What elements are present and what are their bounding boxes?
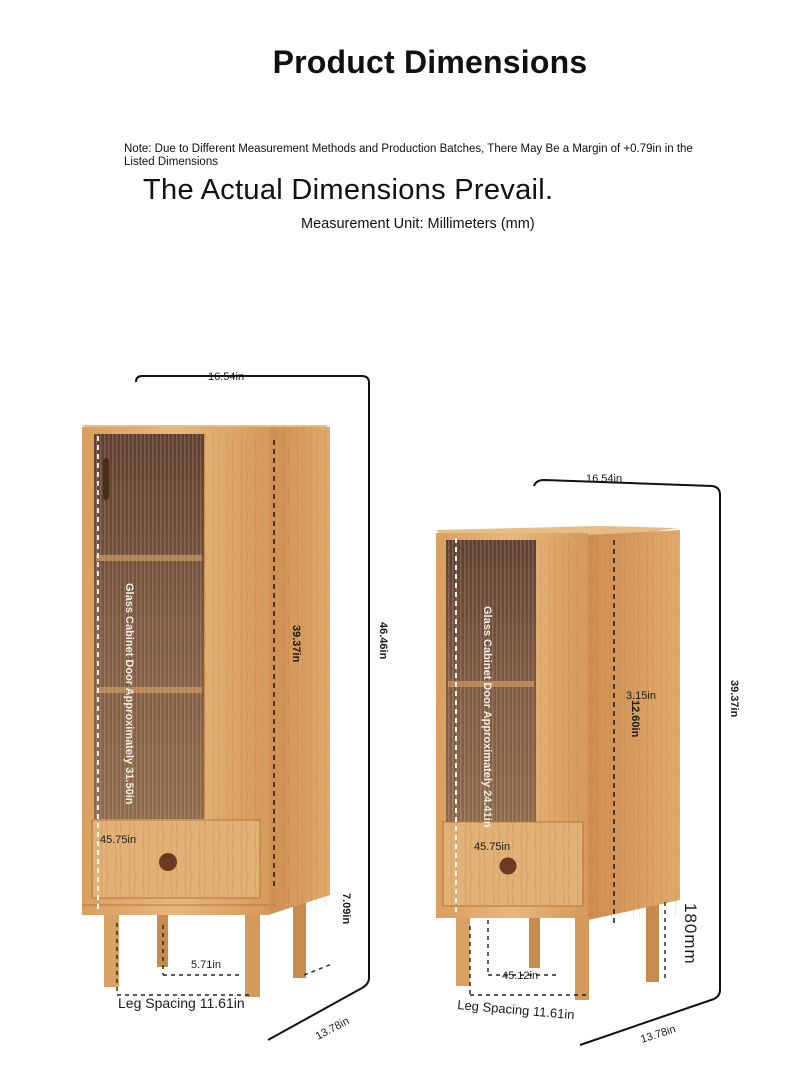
tall-cabinet-depth-label: 13.78in: [313, 1015, 352, 1043]
page-title: Product Dimensions: [272, 44, 588, 80]
short-cabinet-width-label: 16.54in: [586, 473, 623, 485]
tall-cabinet: [82, 425, 330, 997]
tall-cabinet-leg-front-right: [245, 905, 260, 997]
tall-cabinet-leg-height-label: 7.09in: [340, 893, 352, 925]
short-cabinet-leg-depth-label: 45.12in: [502, 970, 539, 982]
tall-cabinet-shelf: [96, 555, 202, 561]
short-cabinet-drawer-knob[interactable]: [500, 858, 517, 875]
short-cabinet-total-height-label: 39.37in: [728, 680, 740, 718]
actual-dimensions-heading: The Actual Dimensions Prevail.: [143, 174, 554, 206]
measurement-unit: Measurement Unit: Millimeters (mm): [301, 216, 535, 232]
tall-cabinet-door-handle[interactable]: [103, 458, 109, 500]
tall-cabinet-leg-spacing-label: Leg Spacing 11.61in: [118, 995, 245, 1011]
short-cabinet: [436, 526, 680, 1000]
tall-cabinet-width-label: 16.54in: [208, 371, 245, 383]
short-cabinet-depth-label: 13.78in: [639, 1023, 678, 1046]
measurement-note: Note: Due to Different Measurement Methods and Production Batches, There May Be a Margin of +0.79in in the Listed Dimensions: [124, 143, 693, 168]
tall-cabinet-total-height-label: 46.46in: [377, 622, 389, 660]
tall-cabinet-leg-back-right: [293, 900, 306, 978]
tall-cabinet-leg-depth-label: 5.71in: [191, 959, 221, 971]
tall-cabinet-drawer-knob[interactable]: [159, 853, 177, 871]
short-cabinet-leg-front-right: [575, 912, 589, 1000]
short-cabinet-drawer-label: 45.75in: [474, 841, 511, 853]
short-cabinet-leg-spacing-label: Leg Spacing 11.61in: [456, 997, 576, 1023]
short-cabinet-body-height-label: 12.60in: [629, 700, 641, 738]
tall-cabinet-drawer-label: 45.75in: [100, 834, 137, 846]
short-cabinet-door-label: Glass Cabinet Door Approximately 24.41in: [481, 606, 493, 828]
short-cabinet-side-label: 3.15in: [626, 690, 656, 702]
tall-cabinet-body-height-label: 39.37in: [290, 625, 302, 663]
short-cabinet-leg-height-label: 180mm: [681, 903, 700, 965]
tall-cabinet-door-label: Glass Cabinet Door Approximately 31.50in: [123, 583, 135, 805]
tall-cabinet-shelf: [96, 687, 202, 693]
